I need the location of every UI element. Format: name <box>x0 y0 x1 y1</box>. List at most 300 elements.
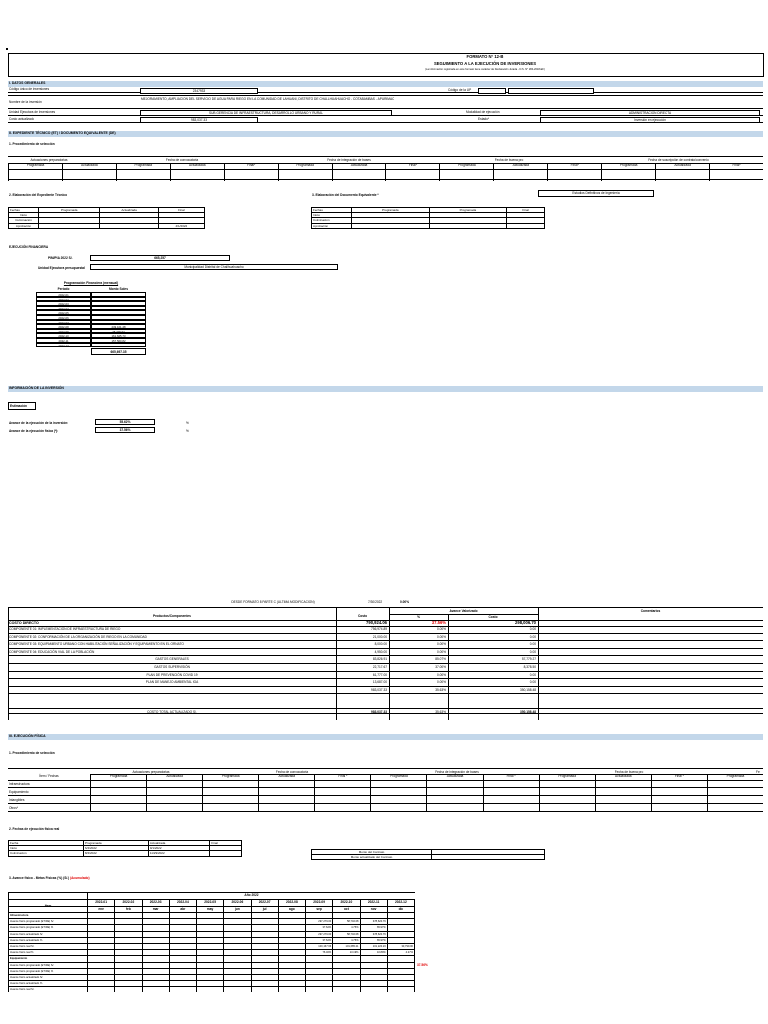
avance-month: 2022-06 <box>224 900 251 906</box>
fisica-cell[interactable] <box>258 804 314 811</box>
uep-value[interactable]: Municipalidad Distrital de Challhuahuacho <box>90 264 338 270</box>
fisica-cell[interactable] <box>539 788 595 795</box>
avance-cell <box>279 987 306 992</box>
prog-period: 2022-11 <box>36 338 91 343</box>
fisica-cell[interactable] <box>370 796 426 803</box>
avance-cell <box>115 944 142 949</box>
avance-row <box>9 980 415 986</box>
avance-cell <box>143 944 170 949</box>
prog-amount: 161,625.73 <box>91 333 146 338</box>
avance-row <box>9 974 415 980</box>
fisica-row-label: Intangibles <box>9 798 25 802</box>
avance-cell <box>333 913 360 918</box>
elab-row-aprobacion: Aprobación <box>9 223 39 228</box>
avance-cell: 58,702.08 <box>333 919 360 924</box>
exp-col-2: Programada <box>116 163 170 181</box>
avance-cell <box>306 969 333 974</box>
avance-cell <box>224 987 251 992</box>
fisica-cell[interactable] <box>651 788 707 795</box>
avance-cell <box>224 925 251 930</box>
exp-col-9: Actualizada <box>493 163 547 181</box>
avance-cell <box>143 963 170 968</box>
avance-cell <box>333 987 360 992</box>
avance-abbr: jul <box>252 907 279 912</box>
fisica-cell[interactable] <box>426 788 482 795</box>
avance-cell <box>88 938 115 943</box>
exp-col-6: Actualizada <box>332 163 386 181</box>
fisica-cell[interactable] <box>426 780 482 787</box>
fisica-cell[interactable] <box>651 796 707 803</box>
header-right-line <box>763 53 764 77</box>
fisica-cell[interactable] <box>426 796 482 803</box>
avance-abbr: ago <box>279 907 306 912</box>
monto-table <box>311 849 545 860</box>
avance-months <box>88 900 415 906</box>
codigo-value[interactable]: 2347933 <box>140 88 258 94</box>
avance-cell <box>333 969 360 974</box>
avance-cell: 37.62% <box>306 938 333 943</box>
avance-cell <box>252 938 279 943</box>
avance-cell <box>88 944 115 949</box>
prog-h-period: Período <box>57 287 70 291</box>
exp-cols <box>8 163 763 181</box>
prog-amount: 75,409.94 <box>91 329 146 334</box>
exp-col-3: Actualizada <box>170 163 224 181</box>
fisica-cell[interactable] <box>314 780 370 787</box>
avance-cell <box>115 987 142 992</box>
uei-value[interactable]: SUB GERENCIA DE INFRAESTRUCTURA, DESARROLLO URBANO Y RURAL <box>140 110 392 116</box>
avance-row <box>9 912 415 918</box>
avance-cell <box>252 913 279 918</box>
avance-abbr: mar <box>143 907 170 912</box>
modalidad-label: Modalidad de ejecución <box>466 110 500 114</box>
cost-top-pct: 0.00% <box>400 600 410 604</box>
avance-cell <box>224 950 251 955</box>
cost-item-avance: 0.00 <box>529 649 536 654</box>
plazo-r1-prog: 8/4/2022 <box>84 851 149 856</box>
prog-period: 2022-10 <box>36 333 91 338</box>
fisica-cell[interactable] <box>539 796 595 803</box>
avance-row-label: Avance físico programado (ET/DE) S/. <box>9 963 88 968</box>
fisica-cell[interactable] <box>90 788 146 795</box>
avance-row <box>9 924 415 930</box>
avance-cell <box>388 975 415 980</box>
avance-cell <box>143 932 170 937</box>
avance-cell: 4.27% <box>388 950 415 955</box>
fin-value[interactable]: 55.62% <box>95 419 155 425</box>
fisica-cell[interactable] <box>314 796 370 803</box>
prog-period: 2022-06 <box>36 315 91 320</box>
avance-cell <box>252 963 279 968</box>
cost-item-name: COMPONENTE 02: CONFORMACIÓN DE LA ORGANIZACIÓN DE RIEGO EN LA COMUNIDAD <box>9 634 147 639</box>
avance-cell <box>224 963 251 968</box>
codigo-up-value-b[interactable] <box>508 88 594 94</box>
fisica-cell[interactable] <box>202 796 258 803</box>
exp-col-7: Final* <box>385 163 439 181</box>
section-info: INFORMACIÓN DE LA INVERSIÓN <box>8 386 763 392</box>
fisica-cell[interactable] <box>651 804 707 811</box>
header-top-line <box>8 53 763 54</box>
avance-cell <box>197 950 224 955</box>
pim-value[interactable]: 665,257 <box>90 255 230 261</box>
fisica-cell[interactable] <box>707 780 763 787</box>
fisica-cell[interactable] <box>258 796 314 803</box>
cost-item-avance: 0.00 <box>529 627 536 631</box>
prog-period: 2022-04 <box>36 306 91 311</box>
cost-item-cost: 21,000.00 <box>372 634 387 639</box>
format-subtitle: SEGUIMIENTO A LA EJECUCIÓN DE INVERSIONES <box>433 61 537 66</box>
costo-value[interactable]: 983,037.33 <box>140 117 258 123</box>
fisica-cell[interactable] <box>539 804 595 811</box>
avance-row-label: Avance físico actualizado S/. <box>9 932 88 937</box>
avance-cell <box>88 975 115 980</box>
cost-item-row <box>8 649 763 657</box>
exp-col-12: Actualizada <box>655 163 709 181</box>
avance-rows <box>9 912 415 992</box>
cost-item-row <box>8 641 763 649</box>
elab3-row-culminacion: Culminación <box>312 218 352 223</box>
format-note: (La información registrada en este formato tiene carácter de Declaración Jurada - D.S. N° 284-2018-EF) <box>425 68 545 71</box>
avance-cell <box>170 925 197 930</box>
fisica-cell[interactable] <box>146 788 202 795</box>
avance-cell <box>115 925 142 930</box>
elab3-h3: Final <box>507 208 545 213</box>
cost-item-row <box>8 634 763 642</box>
monto-actualizado-label: Monto actualizado del Contrato <box>312 855 432 860</box>
cost-item-cost: 983,037.33 <box>371 687 387 692</box>
fisica-cell[interactable] <box>258 788 314 795</box>
cost-item-cost: 61,777.00 <box>372 672 387 677</box>
fisica-cell[interactable] <box>483 796 539 803</box>
fis-value[interactable]: 37.56% <box>95 427 155 433</box>
avance-cell <box>388 925 415 930</box>
avance-row-label: Avance físico real S/. <box>9 987 88 992</box>
monto-actualizado-value[interactable] <box>432 855 545 860</box>
cost-item-pct: 0.00% <box>436 627 446 631</box>
cost-item-cost: 4,950.00 <box>374 649 387 654</box>
prog-h-monto: Monto Soles <box>109 287 128 291</box>
section-datos-generales: I. DATOS GENERALES <box>8 81 763 87</box>
avance-side-red: 37.56% <box>417 963 428 967</box>
avance-cell: 297,279.00 <box>306 932 333 937</box>
elab3-row-inicio: Inicio <box>312 213 352 218</box>
elab3-h1: Programada <box>352 208 430 213</box>
cost-table <box>8 607 763 719</box>
avance-abbr: oct <box>333 907 360 912</box>
avance-cell <box>388 919 415 924</box>
fisica-cell[interactable] <box>90 804 146 811</box>
fisica-cell[interactable] <box>595 796 651 803</box>
fisica-col-2: Programada <box>202 774 258 780</box>
fisica-col-0: Programada <box>90 774 146 780</box>
avance-cell: 58,702.08 <box>333 932 360 937</box>
plazo-h3: Final <box>210 841 242 846</box>
fisica-cell[interactable] <box>314 788 370 795</box>
avance-title-red: (Acumulado) <box>70 876 90 880</box>
prog-period: 2022-01 <box>36 292 91 297</box>
cost-total-value: 983,037.33 <box>371 709 387 714</box>
fis-pct: % <box>186 429 189 433</box>
avance-cell: 33,799.00 <box>388 944 415 949</box>
avance-month: 2022-09 <box>306 900 333 906</box>
avance-cell <box>306 913 333 918</box>
avance-cell: 378,620.79 <box>361 932 388 937</box>
plazo-r1-act: 11/29/2022 <box>148 851 210 856</box>
cost-item-row <box>8 672 763 680</box>
elab-table-2 <box>8 207 205 229</box>
avance-cell <box>361 981 388 986</box>
fisica-row-label: Otros* <box>9 806 19 810</box>
avance-cell <box>170 919 197 924</box>
fisica-cell[interactable] <box>483 804 539 811</box>
fisica-cell[interactable] <box>90 780 146 787</box>
avance-cell <box>170 987 197 992</box>
fisica-row <box>8 796 763 804</box>
cost-item-cost: 8,000.00 <box>374 642 387 647</box>
avance-abbr: nov <box>361 907 388 912</box>
avance-cell <box>224 956 251 961</box>
exp-col-1: Actualizada <box>62 163 116 181</box>
avance-cell <box>197 956 224 961</box>
fisica-row <box>8 780 763 788</box>
fisica-col-8: Programada <box>539 774 595 780</box>
fisica-cell[interactable] <box>483 780 539 787</box>
avance-cell <box>143 987 170 992</box>
plazo-h0: Fecha <box>9 841 84 846</box>
avance-cell <box>115 969 142 974</box>
avance-item-label: Item <box>9 900 88 906</box>
avance-cell <box>143 950 170 955</box>
plazo-h1: Programada <box>84 841 149 846</box>
cost-item-avance: 0.00 <box>529 672 536 677</box>
fisica-row-label: Equipamiento <box>9 790 29 794</box>
avance-cell <box>388 913 415 918</box>
exp-group-1: Fecha de convocatoria <box>165 158 199 162</box>
avance-cell <box>361 913 388 918</box>
fisica-col-5: Programada <box>370 774 426 780</box>
avance-title-text: 3. Avance físico - Metas Físicas (%) (S/.) <box>9 876 70 880</box>
exp-col-11: Programada <box>601 163 655 181</box>
avance-cell <box>279 981 306 986</box>
cost-item-name: COMPONENTE 03: EQUIPAMIENTO URBANO CON HABILITACIÓN SEÑALIZACIÓN Y EQUIPAMIENTO EN EL ORNATO <box>9 642 184 647</box>
fisica-cell[interactable] <box>258 780 314 787</box>
cost-item-name: GASTOS GENERALES <box>155 657 189 662</box>
cost-item-pct: 37.00% <box>435 664 446 669</box>
avance-cell <box>279 919 306 924</box>
fisica-col-7: Final * <box>483 774 539 780</box>
avance-cell <box>143 938 170 943</box>
cost-item-name: PLAN DE MANEJO AMBIENTAL IGA <box>145 680 199 685</box>
fisica-cell[interactable] <box>651 780 707 787</box>
fisica-group-0: Actuaciones preparatorias <box>132 770 170 774</box>
fisica-cell[interactable] <box>370 780 426 787</box>
header-left-line <box>8 53 9 77</box>
cost-item-row <box>8 664 763 672</box>
plazo-table <box>8 840 242 857</box>
fin-label: Avance de la ejecución de la inversión: <box>9 421 69 425</box>
fisica-cell[interactable] <box>146 780 202 787</box>
cost-item-pct: 0.00% <box>436 680 446 685</box>
plazo-r1-label: Culminación <box>9 851 84 856</box>
header-bottom-line <box>8 76 763 77</box>
avance-cell <box>88 981 115 986</box>
elab3-row-aprobacion: Aprobación <box>312 223 352 228</box>
avance-cell <box>197 969 224 974</box>
fin-pct: % <box>186 421 189 425</box>
cost-total-row <box>8 708 763 714</box>
fisica-cell[interactable] <box>146 796 202 803</box>
fisica-cell[interactable] <box>483 788 539 795</box>
prog-amount: 157,560.82 <box>91 338 146 343</box>
prog-total-row <box>36 348 146 355</box>
fisica-cell[interactable] <box>202 788 258 795</box>
avance-row <box>9 937 415 943</box>
exp-col-13: Final* <box>709 163 763 181</box>
fisica-cell[interactable] <box>90 796 146 803</box>
cost-item-pct: 35.63% <box>435 687 446 692</box>
fisica-cell[interactable] <box>707 796 763 803</box>
avance-row-label: Avance físico real % <box>9 950 88 955</box>
avance-cell <box>279 956 306 961</box>
exp-sub1: 1. Procedimiento de selección <box>9 142 55 146</box>
avance-cell <box>252 981 279 986</box>
exp-group-4: Fecha de suscripción de contrato/convenio <box>648 158 709 162</box>
avance-row <box>9 968 415 974</box>
cost-h-costo2: Costo <box>488 615 498 619</box>
avance-cell <box>279 963 306 968</box>
avance-cell <box>252 975 279 980</box>
financiera-title: EJECUCIÓN FINANCIERA <box>9 245 49 249</box>
fisica-cell[interactable] <box>539 780 595 787</box>
avance-cell <box>115 932 142 937</box>
avance-cell <box>197 938 224 943</box>
costo-label: Costo actualizado <box>9 117 35 121</box>
avance-row <box>9 955 415 961</box>
plazo-h2: Actualizada <box>148 841 210 846</box>
avance-cell <box>224 938 251 943</box>
fisica-group-1: Fecha de convocatoria <box>275 770 309 774</box>
avance-cell <box>224 969 251 974</box>
avance-cell <box>252 919 279 924</box>
fisica-cell[interactable] <box>202 780 258 787</box>
avance-cell <box>88 950 115 955</box>
avance-cell <box>197 925 224 930</box>
prog-period: 2022-03 <box>36 301 91 306</box>
avance-year: Año 2022 <box>244 893 259 897</box>
estimacion-box[interactable]: Estimación <box>8 402 36 410</box>
avance-cell: 101,220.23 <box>361 944 388 949</box>
fisica-cell[interactable] <box>314 804 370 811</box>
elab-title-2: 2. Elaboración del Expediente Técnico <box>9 193 68 197</box>
fisica-cell[interactable] <box>426 804 482 811</box>
avance-cell <box>170 938 197 943</box>
avance-month: 2022-10 <box>333 900 360 906</box>
fisica-cell[interactable] <box>370 788 426 795</box>
avance-abbr: ene <box>88 907 115 912</box>
cost-item-avance: 57,779.27 <box>521 657 536 662</box>
fisica-cell[interactable] <box>595 780 651 787</box>
cost-item-avance: 0.00 <box>529 680 536 685</box>
page-mark <box>6 48 8 50</box>
fisica-cell[interactable] <box>595 788 651 795</box>
avance-row-label: Avance físico programado (ET/DE) % <box>9 925 88 930</box>
fisica-col-9: Actualizada <box>595 774 651 780</box>
avance-cell <box>306 963 333 968</box>
modalidad-value[interactable]: ADMINISTRACION DIRECTA <box>540 110 760 116</box>
avance-month: 2022-02 <box>115 900 142 906</box>
exp-group-0: Actuaciones preparatorias <box>30 158 68 162</box>
prog-title: Programación Financiera (mensual) <box>63 281 119 285</box>
fisica-cell[interactable] <box>370 804 426 811</box>
fisica-cell[interactable] <box>202 804 258 811</box>
avance-cell <box>197 919 224 924</box>
avance-cell <box>306 981 333 986</box>
cost-item-cost: 83,826.91 <box>372 657 387 662</box>
avance-month: 2022-12 <box>388 900 415 906</box>
cost-item-name: GASTOS SUPERVISIÓN <box>154 664 190 669</box>
cost-item-name: PLAN DE PREVENCIÓN COVID 19 <box>146 672 198 677</box>
avance-abbr: abr <box>170 907 197 912</box>
avance-cell <box>170 913 197 918</box>
avance-cell <box>252 944 279 949</box>
exp-col-8: Programada <box>439 163 493 181</box>
exp-col-10: Final* <box>547 163 601 181</box>
fisica-cell[interactable] <box>707 788 763 795</box>
uep-label: Unidad Ejecutora presupuestal <box>38 266 85 270</box>
avance-month: 2022-04 <box>170 900 197 906</box>
avance-row-label: Avance físico actualizado S/. <box>9 975 88 980</box>
cost-item-pct: 0.00% <box>436 649 446 654</box>
fisica-row <box>8 788 763 796</box>
avance-cell <box>252 987 279 992</box>
codigo-label: Código único de inversiones <box>9 87 50 91</box>
avance-abbr: feb <box>115 907 142 912</box>
avance-cell: 10.89% <box>361 950 388 955</box>
row-nombre <box>8 95 763 109</box>
cost-h-comentarios: Comentarios <box>640 609 661 613</box>
avance-cell <box>388 981 415 986</box>
pim-label: PIM/PIA 2022 S/. <box>48 256 73 260</box>
elab-h3: Final <box>158 208 204 213</box>
exp-group-3: Fecha de buena pro <box>494 158 524 162</box>
avance-cell <box>88 987 115 992</box>
fisica-cell[interactable] <box>595 804 651 811</box>
avance-cell <box>224 981 251 986</box>
fisica-cell[interactable] <box>707 804 763 811</box>
row-codigo <box>8 87 763 93</box>
estudios-box[interactable]: Estudios Definitivos de Ingeniería <box>538 190 654 197</box>
cost-item-pct: 0.00% <box>436 642 446 647</box>
fis-label: Avance de la ejecución física (*): <box>9 429 59 433</box>
avance-abbr-row <box>9 906 415 912</box>
fisica-cell[interactable] <box>146 804 202 811</box>
cost-total-label: COSTO TOTAL ACTUALIZADO S/. <box>147 709 197 714</box>
estado-value[interactable]: Inversión en ejecución <box>540 117 760 123</box>
prog-total: 665,697.35 <box>91 348 146 355</box>
codigo-up-value-a[interactable] <box>478 88 506 94</box>
avance-cell <box>115 963 142 968</box>
avance-cell <box>143 975 170 980</box>
avance-cell <box>197 932 224 937</box>
plazo-title: 2. Fechas de ejecución física real <box>9 827 60 831</box>
avance-cell <box>361 956 388 961</box>
avance-cell: 297,279.00 <box>306 919 333 924</box>
avance-cell <box>388 963 415 968</box>
avance-cell <box>388 956 415 961</box>
avance-cell <box>197 987 224 992</box>
exp-col-4: Final* <box>224 163 278 181</box>
avance-cell <box>115 938 142 943</box>
